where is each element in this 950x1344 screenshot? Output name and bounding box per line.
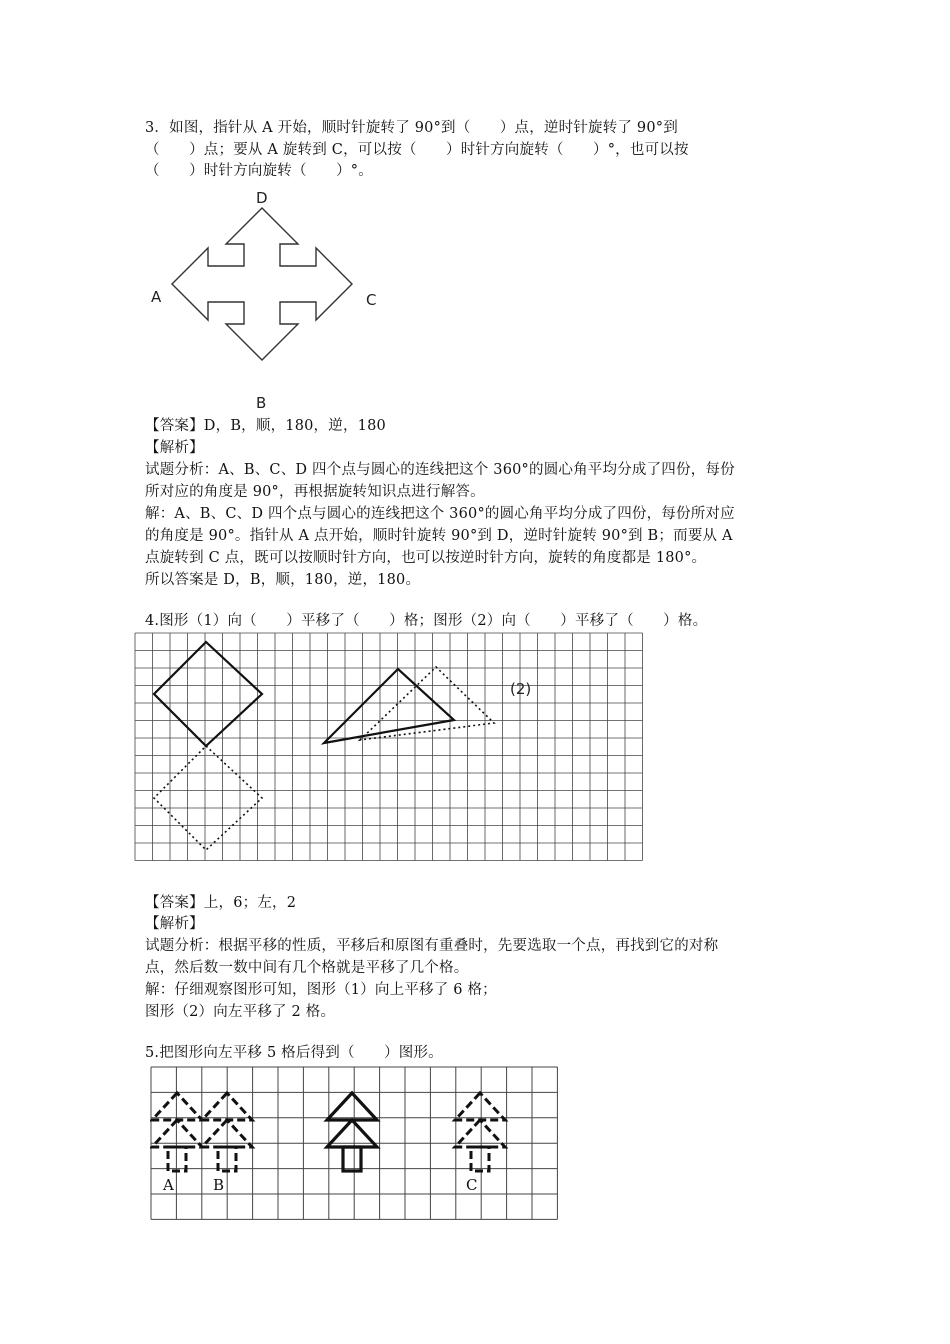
q3-answer: 【答案】D，B，顺，180，逆，180 (145, 418, 386, 434)
label-d: D (256, 189, 268, 207)
q3-analysis-line-6: 所以答案是 D，B，顺，180，逆，180。 (145, 572, 421, 588)
q3-analysis-line-2: 所对应的角度是 90°，再根据旋转知识点进行解答。 (145, 484, 485, 500)
q3-analysis-line-4: 的角度是 90°。指针从 A 点开始，顺时针旋转 90°到 D，逆时针旋转 90°到 B；而要从 A (145, 528, 733, 544)
tree-a (152, 1093, 202, 1171)
q3-analysis-line-5: 点旋转到 C 点，既可以按顺时针方向，也可以按逆时针方向，旋转的角度都是 180°。 (145, 550, 707, 566)
q3-analysis-line-3: 解：A、B、C、D 四个点与圆心的连线把这个 360°的圆心角平均分成了四份，每份所对应 (145, 506, 735, 522)
q4-question: 4.图形（1）向（ ）平移了（ ）格；图形（2）向（ ）平移了（ ）格。 (145, 613, 708, 629)
tree-c (455, 1093, 505, 1171)
q3-line-3: （ ）时针方向旋转（ ）°。 (145, 163, 373, 179)
q3-analysis-heading: 【解析】 (145, 440, 204, 456)
q4-analysis-line-2: 点，然后数一数中间有几个格就是平移了几个格。 (145, 960, 469, 976)
grid-lines (135, 633, 643, 861)
q4-analysis-line-4: 图形（2）向左平移了 2 格。 (145, 1004, 336, 1020)
label-c: C (366, 291, 377, 309)
figure-2-triangle (324, 669, 454, 743)
figure-2-label: (2) (510, 680, 532, 698)
q3-analysis-line-1: 试题分析：A、B、C、D 四个点与圆心的连线把这个 360°的圆心角平均分成了四份，每份 (145, 462, 735, 478)
q5-question: 5.把图形向左平移 5 格后得到（ ）图形。 (145, 1045, 443, 1061)
grid-lines (151, 1067, 557, 1219)
four-arrow-shape (172, 208, 352, 360)
q4-analysis-line-3: 解：仔细观察图形可知，图形（1）向上平移了 6 格； (145, 982, 497, 998)
q3-line-2: （ ）点；要从 A 旋转到 C，可以按（ ）时针方向旋转（ ）°，也可以按 (145, 142, 689, 158)
q3-line-1: 3．如图，指针从 A 开始，顺时针旋转了 90°到（ ）点，逆时针旋转了 90°到 (145, 120, 678, 136)
label-b: B (213, 1176, 225, 1194)
q4-analysis-line-1: 试题分析：根据平移的性质，平移后和原图有重叠时，先要选取一个点，再找到它的对称 (145, 938, 719, 954)
label-a: A (163, 1176, 174, 1194)
label-a: A (151, 288, 162, 306)
q4-answer: 【答案】上，6；左，2 (145, 895, 297, 911)
four-arrow-figure (145, 188, 390, 416)
label-b: B (256, 394, 267, 412)
q4-analysis-heading: 【解析】 (145, 916, 204, 932)
translation-grid-2 (150, 1066, 558, 1226)
tree-original (327, 1093, 377, 1171)
label-c: C (466, 1176, 478, 1194)
translation-grid-1 (134, 632, 646, 870)
